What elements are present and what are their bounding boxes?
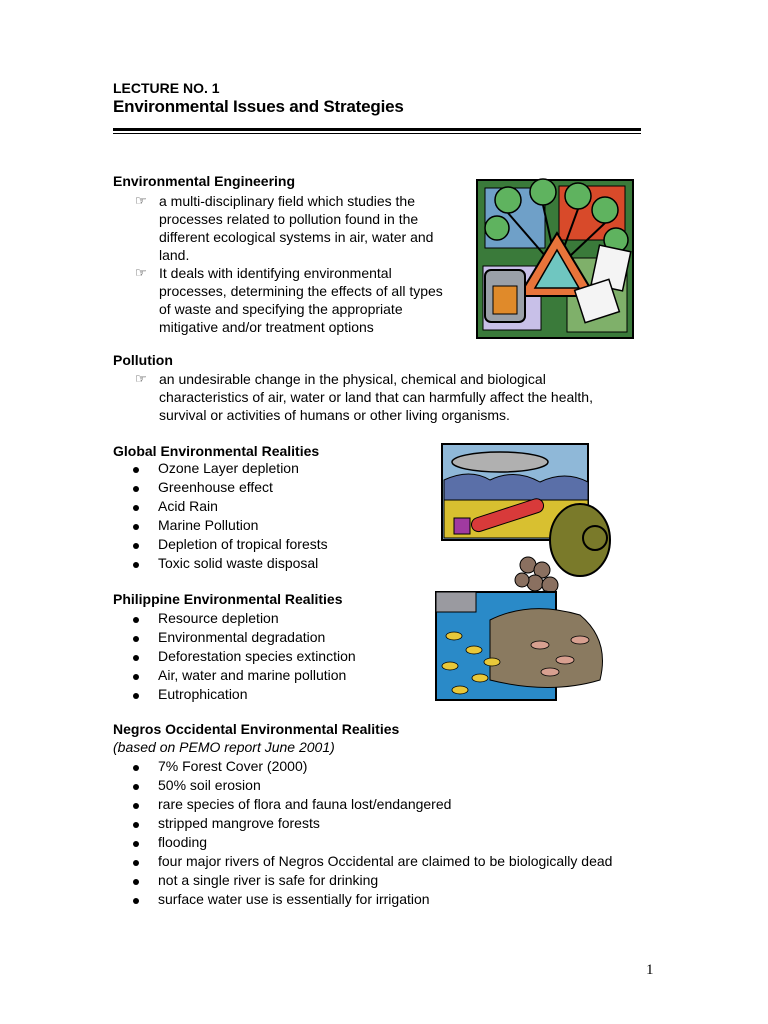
line: mitigative and/or treatment options (159, 319, 374, 335)
list-item-text: Eutrophication (158, 686, 248, 702)
list-item-text: surface water use is essentially for irrigation (158, 891, 430, 907)
list-item-text: Depletion of tropical forests (158, 536, 328, 552)
pollution-heading: Pollution (113, 352, 173, 368)
bullet-icon (133, 822, 139, 828)
global-heading: Global Environmental Realities (113, 443, 320, 459)
bullet-icon (133, 486, 139, 492)
line: a multi-disciplinary field which studies the (159, 193, 415, 209)
line: characteristics of air, water or land that can harmfully affect the health, (159, 389, 593, 405)
recycling-clipart (475, 178, 635, 340)
line: processes related to pollution found in the (159, 211, 419, 227)
list-item-text: Toxic solid waste disposal (158, 555, 319, 571)
bullet-icon (133, 841, 139, 847)
list-item-text: not a single river is safe for drinking (158, 872, 379, 888)
list-item-text: Marine Pollution (158, 517, 259, 533)
line: processes, determining the effects of all types (159, 283, 443, 299)
negros-subtitle: (based on PEMO report June 2001) (113, 739, 335, 755)
philippine-heading: Philippine Environmental Realities (113, 591, 343, 607)
bullet-icon (133, 693, 139, 699)
list-item-text: Greenhouse effect (158, 479, 273, 495)
pollution-clipart (430, 440, 635, 705)
bullet-icon (133, 803, 139, 809)
bullet-icon (133, 562, 139, 568)
line: different ecological systems in air, water and (159, 229, 434, 245)
list-item-text: rare species of flora and fauna lost/endangered (158, 796, 452, 812)
page-title: Environmental Issues and Strategies (113, 97, 404, 116)
title-rule-thin (113, 133, 641, 134)
line: an undesirable change in the physical, chemical and biological (159, 371, 546, 387)
list-item-text: Environmental degradation (158, 629, 326, 645)
page-number: 1 (646, 962, 654, 978)
bullet-icon (133, 655, 139, 661)
bullet-icon (133, 765, 139, 771)
line: survival or activities of humans or other living organisms. (159, 407, 510, 423)
list-item-text: Deforestation species extinction (158, 648, 356, 664)
list-item-text: 7% Forest Cover (2000) (158, 758, 308, 774)
line: land. (159, 247, 190, 263)
bullet-icon (133, 505, 139, 511)
bullet-icon (133, 898, 139, 904)
list-item-text: stripped mangrove forests (158, 815, 320, 831)
pointing-hand-icon: ☞ (135, 371, 147, 386)
line: of waste and specifying the appropriate (159, 301, 403, 317)
list-item-text: Acid Rain (158, 498, 218, 514)
bullet-icon (133, 617, 139, 623)
bullet-icon (133, 879, 139, 885)
list-item-text: 50% soil erosion (158, 777, 261, 793)
bullet-icon (133, 543, 139, 549)
title-rule-thick (113, 128, 641, 131)
list-item-text: four major rivers of Negros Occidental are claimed to be biologically dead (158, 853, 613, 869)
pointing-hand-icon: ☞ (135, 265, 147, 280)
bullet-icon (133, 467, 139, 473)
list-item-text: flooding (158, 834, 208, 850)
bullet-icon (133, 674, 139, 680)
engineering-heading: Environmental Engineering (113, 173, 296, 189)
bullet-icon (133, 636, 139, 642)
pointing-hand-icon: ☞ (135, 193, 147, 208)
list-item-text: Resource depletion (158, 610, 279, 626)
bullet-icon (133, 860, 139, 866)
bullet-icon (133, 784, 139, 790)
list-item-text: Ozone Layer depletion (158, 460, 299, 476)
negros-heading: Negros Occidental Environmental Realities (113, 721, 400, 737)
line: It deals with identifying environmental (159, 265, 392, 281)
bullet-icon (133, 524, 139, 530)
lecture-number: LECTURE NO. 1 (113, 80, 220, 96)
list-item-text: Air, water and marine pollution (158, 667, 347, 683)
